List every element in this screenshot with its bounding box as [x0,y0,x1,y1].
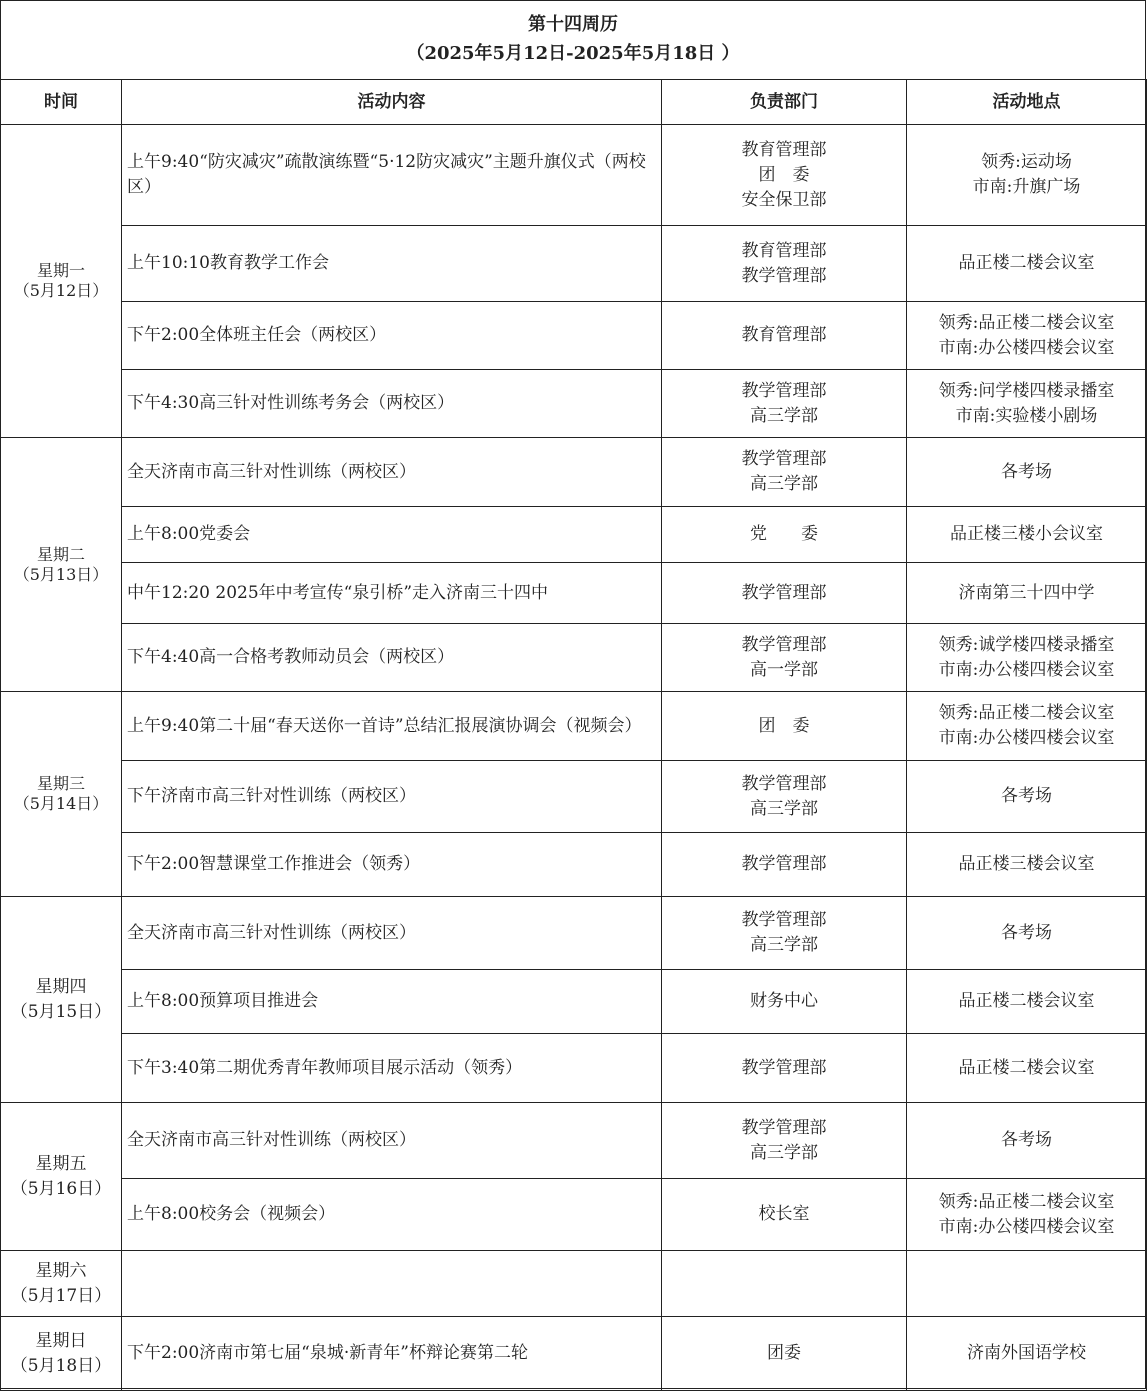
day-name: 星期二 [36,544,85,564]
location-cell [907,302,1147,370]
dept-line: 教学管理部 [741,380,827,401]
table-row [1,1179,1147,1251]
activity-cell: 上午9:40“防灾减灾”疏散演练暨“5·12防灾减灾”主题升旗仪式（两校区） [122,125,662,226]
table-row [1,761,1147,833]
location-cell [907,692,1147,761]
location-cell [907,897,1147,970]
dept-line: 财务中心 [750,991,818,1011]
day-date: （5月13日） [13,564,109,584]
day-date: （5月14日） [13,794,109,813]
day-date: （5月12日） [13,281,109,300]
day-name: 星期六 [35,1260,87,1281]
location-line: 领秀:运动场 [981,152,1072,172]
table-row [1,1317,1147,1391]
location-line: 市南:办公楼四楼会议室 [938,728,1115,748]
dept-line: 教学管理部 [741,265,827,286]
location-cell [907,970,1147,1034]
location-cell [907,438,1147,507]
location-line: 各考场 [1001,461,1052,482]
dept-line: 党 委 [750,524,818,544]
location-cell [907,563,1147,624]
dept-line: 教学管理部 [741,1057,827,1078]
header-time: 时间 [1,80,122,125]
activity-cell: 下午4:30高三针对性训练考务会（两校区） [122,370,662,438]
dept-line: 高三学部 [750,935,818,955]
location-line: 各考场 [1001,922,1052,943]
table-row [1,897,1147,970]
date-range: （2025年5月12日-2025年5月18日 ） [406,43,740,64]
table-row [1,1251,1147,1317]
dept-line: 教学管理部 [741,582,827,603]
header-row [1,80,1147,125]
day-cell-friday [1,1103,122,1251]
day-name: 星期日 [35,1330,87,1351]
day-date: （5月18日） [10,1355,112,1376]
day-date: （5月17日） [10,1285,112,1306]
day-cell-thursday [1,897,122,1103]
header-content: 活动内容 [122,80,662,125]
activity-cell: 下午2:00智慧课堂工作推进会（领秀） [122,833,662,897]
dept-line: 高一学部 [750,659,818,680]
table-row [1,624,1147,692]
dept-line: 高三学部 [750,798,818,819]
day-name: 星期五 [35,1153,87,1174]
location-line: 品正楼二楼会议室 [958,253,1095,273]
activity-cell: 下午2:00济南市第七届“泉城·新青年”杯辩论赛第二轮 [122,1317,662,1391]
table-row [1,970,1147,1034]
location-cell [907,1317,1147,1391]
dept-cell [662,1317,907,1391]
header-location: 活动地点 [907,80,1147,125]
location-line: 领秀:品正楼二楼会议室 [938,703,1115,723]
page-title: 第十四周历 [528,14,618,35]
location-cell [907,370,1147,438]
dept-line: 教学管理部 [741,773,827,794]
dept-line: 教学管理部 [741,449,827,469]
location-line: 品正楼二楼会议室 [958,1057,1095,1078]
location-line: 品正楼二楼会议室 [958,991,1095,1011]
activity-cell: 全天济南市高三针对性训练（两校区） [122,1103,662,1179]
activity-cell: 上午9:40第二十届“春天送你一首诗”总结汇报展演协调会（视频会） [122,692,662,761]
dept-line: 教育管理部 [741,139,827,160]
location-line: 各考场 [1001,786,1052,806]
location-line: 市南:实验楼小剧场 [955,405,1098,426]
location-line: 市南:办公楼四楼会议室 [938,337,1115,358]
dept-line: 团 委 [758,715,810,736]
location-cell-empty [907,1251,1147,1317]
activity-cell-empty [122,1251,662,1317]
dept-line: 高三学部 [750,474,818,494]
dept-cell [662,226,907,302]
dept-line: 团委 [767,1343,801,1363]
dept-cell [662,438,907,507]
table-row [1,507,1147,563]
activity-cell: 下午济南市高三针对性训练（两校区） [122,761,662,833]
activity-cell: 上午8:00预算项目推进会 [122,970,662,1034]
dept-cell [662,692,907,761]
activity-cell: 下午3:40第二期优秀青年教师项目展示活动（领秀） [122,1034,662,1103]
day-cell-wednesday [1,692,122,897]
table-row [1,1034,1147,1103]
dept-cell [662,302,907,370]
activity-cell: 下午2:00全体班主任会（两校区） [122,302,662,370]
table-row [1,438,1147,507]
activity-cell: 全天济南市高三针对性训练（两校区） [122,897,662,970]
dept-line: 教学管理部 [741,854,827,874]
location-line: 领秀:品正楼二楼会议室 [938,312,1115,333]
activity-cell: 中午12:20 2025年中考宣传“泉引桥”走入济南三十四中 [122,563,662,624]
dept-cell [662,970,907,1034]
location-line: 市南:办公楼四楼会议室 [938,1216,1115,1237]
location-cell [907,1103,1147,1179]
table-row [1,302,1147,370]
location-line: 领秀:品正楼二楼会议室 [938,1191,1115,1212]
location-line: 济南第三十四中学 [958,582,1095,603]
table-row [1,125,1147,226]
location-line: 市南:办公楼四楼会议室 [938,659,1115,680]
location-line: 领秀:问学楼四楼录播室 [938,380,1115,401]
table-row [1,370,1147,438]
dept-cell [662,833,907,897]
dept-line: 教学管理部 [741,910,827,930]
day-name: 星期一 [36,261,85,280]
header-dept: 负责部门 [662,80,907,125]
table-row [1,692,1147,761]
dept-cell [662,370,907,438]
day-name: 星期四 [35,976,87,997]
location-line: 各考场 [1001,1130,1052,1150]
table-row [1,833,1147,897]
location-cell [907,125,1147,226]
day-date: （5月15日） [10,1001,112,1022]
location-cell [907,507,1147,563]
dept-cell [662,563,907,624]
dept-line: 团 委 [758,164,810,185]
location-cell [907,1179,1147,1251]
activity-cell: 上午8:00党委会 [122,507,662,563]
dept-line: 教育管理部 [741,240,827,261]
dept-cell [662,1179,907,1251]
dept-cell [662,507,907,563]
day-cell-tuesday [1,438,122,692]
activity-cell: 上午10:10教育教学工作会 [122,226,662,302]
dept-line: 安全保卫部 [741,189,827,210]
day-cell-sunday [1,1317,122,1391]
dept-cell [662,897,907,970]
location-line: 品正楼三楼会议室 [958,854,1095,874]
location-line: 领秀:诚学楼四楼录播室 [938,634,1115,655]
table-row [1,226,1147,302]
location-line: 济南外国语学校 [967,1343,1086,1363]
location-line: 市南:升旗广场 [972,177,1081,197]
dept-line: 校长室 [758,1204,810,1224]
day-cell-monday [1,125,122,438]
table-row [1,563,1147,624]
dept-cell [662,1103,907,1179]
location-line: 品正楼三楼小会议室 [950,524,1103,544]
dept-cell [662,761,907,833]
dept-line: 教学管理部 [741,634,827,655]
title-block [0,0,1146,80]
dept-cell [662,125,907,226]
dept-line: 教学管理部 [741,1117,827,1138]
dept-line: 高三学部 [750,1142,818,1163]
location-cell [907,624,1147,692]
dept-line: 教育管理部 [741,325,827,345]
activity-cell: 上午8:00校务会（视频会） [122,1179,662,1251]
location-cell [907,833,1147,897]
day-date: （5月16日） [10,1178,112,1199]
dept-cell [662,1034,907,1103]
schedule-table [0,79,1147,1391]
day-cell-saturday [1,1251,122,1317]
day-name: 星期三 [36,774,85,793]
activity-cell: 下午4:40高一合格考教师动员会（两校区） [122,624,662,692]
table-row [1,1103,1147,1179]
location-cell [907,761,1147,833]
dept-line: 高三学部 [750,405,818,426]
location-cell [907,226,1147,302]
activity-cell: 全天济南市高三针对性训练（两校区） [122,438,662,507]
location-cell [907,1034,1147,1103]
dept-cell [662,624,907,692]
dept-cell-empty [662,1251,907,1317]
